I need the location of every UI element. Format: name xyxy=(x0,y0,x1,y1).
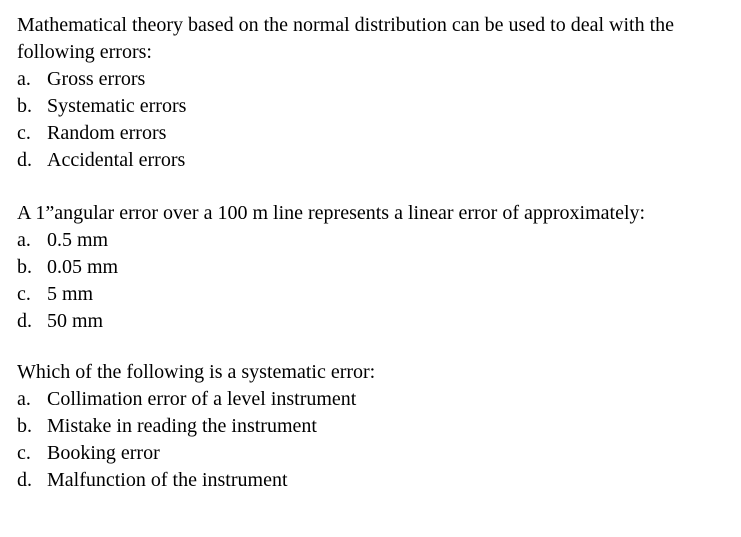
option-text: Booking error xyxy=(47,442,160,464)
question-stem: A 1”angular error over a 100 m line represents a linear error of approximately: xyxy=(17,202,646,224)
option-letter: d. xyxy=(17,310,32,332)
option-c xyxy=(17,120,741,147)
option-text: Random errors xyxy=(47,122,167,144)
option-text: Collimation error of a level instrument xyxy=(47,388,357,410)
option-text: Mistake in reading the instrument xyxy=(47,415,317,437)
option-text: Systematic errors xyxy=(47,95,187,117)
question-2 xyxy=(17,200,741,335)
option-a xyxy=(17,66,741,93)
option-letter: b. xyxy=(17,95,32,117)
question-3 xyxy=(17,359,741,494)
option-c xyxy=(17,440,741,467)
option-list xyxy=(17,66,741,174)
option-d xyxy=(17,308,741,335)
question-stem: Mathematical theory based on the normal distribution can be used to deal with the following errors: xyxy=(17,14,675,63)
option-letter: a. xyxy=(17,388,31,410)
option-letter: d. xyxy=(17,149,32,171)
option-list xyxy=(17,227,741,335)
option-text: Accidental errors xyxy=(47,149,186,171)
option-text: Malfunction of the instrument xyxy=(47,469,288,491)
option-a xyxy=(17,227,741,254)
option-b xyxy=(17,93,741,120)
option-text: 5 mm xyxy=(47,283,94,305)
option-letter: d. xyxy=(17,469,32,491)
option-letter: b. xyxy=(17,256,32,278)
question-1 xyxy=(17,12,741,174)
option-a xyxy=(17,386,741,413)
question-stem: Which of the following is a systematic error: xyxy=(17,361,376,383)
option-letter: a. xyxy=(17,68,31,90)
option-letter: b. xyxy=(17,415,32,437)
option-list xyxy=(17,386,741,494)
option-text: 0.5 mm xyxy=(47,229,109,251)
option-b xyxy=(17,413,741,440)
option-text: Gross errors xyxy=(47,68,146,90)
option-d xyxy=(17,147,741,174)
option-text: 0.05 mm xyxy=(47,256,119,278)
option-b xyxy=(17,254,741,281)
option-letter: c. xyxy=(17,442,31,464)
option-letter: a. xyxy=(17,229,31,251)
option-d xyxy=(17,467,741,494)
option-letter: c. xyxy=(17,283,31,305)
option-text: 50 mm xyxy=(47,310,104,332)
option-letter: c. xyxy=(17,122,31,144)
option-c xyxy=(17,281,741,308)
